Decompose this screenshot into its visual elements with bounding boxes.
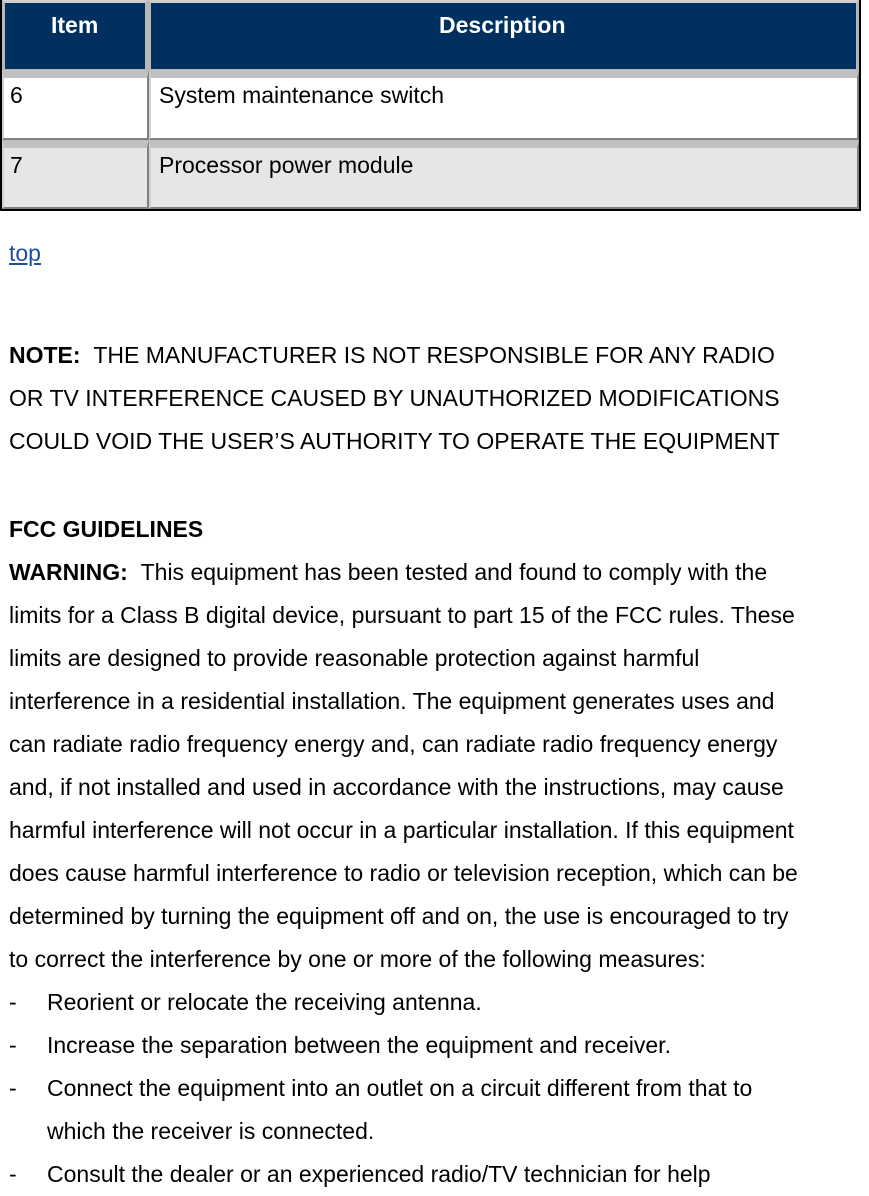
fcc-line: limits are designed to provide reasonable protection against harmful bbox=[9, 645, 700, 671]
row-item: 6 bbox=[10, 82, 23, 108]
bullet-dash: - bbox=[9, 989, 17, 1015]
bullet-dash: - bbox=[9, 1075, 17, 1101]
header-description-label: Description bbox=[439, 12, 566, 38]
fcc-line: limits for a Class B digital device, pursuant to part 15 of the FCC rules. These bbox=[9, 602, 795, 628]
fcc-line: interference in a residential installation. The equipment generates uses and bbox=[9, 688, 775, 714]
note-line-3: COULD VOID THE USER’S AUTHORITY TO OPERATE THE EQUIPMENT bbox=[9, 428, 780, 454]
row-item: 7 bbox=[10, 152, 23, 178]
bullet-dash: - bbox=[9, 1161, 17, 1187]
fcc-line: WARNING: This equipment has been tested and found to comply with the bbox=[9, 559, 768, 585]
header-description bbox=[148, 0, 859, 72]
note-line-2: OR TV INTERFERENCE CAUSED BY UNAUTHORIZED MODIFICATIONS bbox=[9, 385, 780, 411]
fcc-line: determined by turning the equipment off and on, the use is encouraged to try bbox=[9, 903, 789, 929]
row-description: Processor power module bbox=[159, 152, 414, 178]
fcc-line: does cause harmful interference to radio or television reception, which can be bbox=[9, 860, 798, 886]
fcc-heading: FCC GUIDELINES bbox=[9, 516, 204, 542]
table-row bbox=[149, 140, 859, 209]
fcc-line: to correct the interference by one or more of the following measures: bbox=[9, 946, 706, 972]
table-row bbox=[2, 70, 149, 140]
row-description: System maintenance switch bbox=[159, 82, 445, 108]
fcc-line: harmful interference will not occur in a particular installation. If this equipment bbox=[9, 817, 794, 843]
fcc-line: can radiate radio frequency energy and, can radiate radio frequency energy bbox=[9, 731, 778, 757]
note-label: NOTE: bbox=[9, 342, 81, 368]
bullet-dash: - bbox=[9, 1032, 17, 1058]
back-to-top-link[interactable]: top bbox=[9, 240, 41, 266]
header-item bbox=[2, 0, 148, 72]
header-item-label: Item bbox=[51, 12, 99, 38]
note-line-1: NOTE: THE MANUFACTURER IS NOT RESPONSIBLE FOR ANY RADIO bbox=[9, 342, 775, 368]
table-row bbox=[149, 70, 859, 140]
fcc-line: and, if not installed and used in accordance with the instructions, may cause bbox=[9, 774, 784, 800]
table-row bbox=[2, 140, 149, 209]
parts-table bbox=[0, 0, 861, 211]
warning-label: WARNING: bbox=[9, 559, 128, 585]
